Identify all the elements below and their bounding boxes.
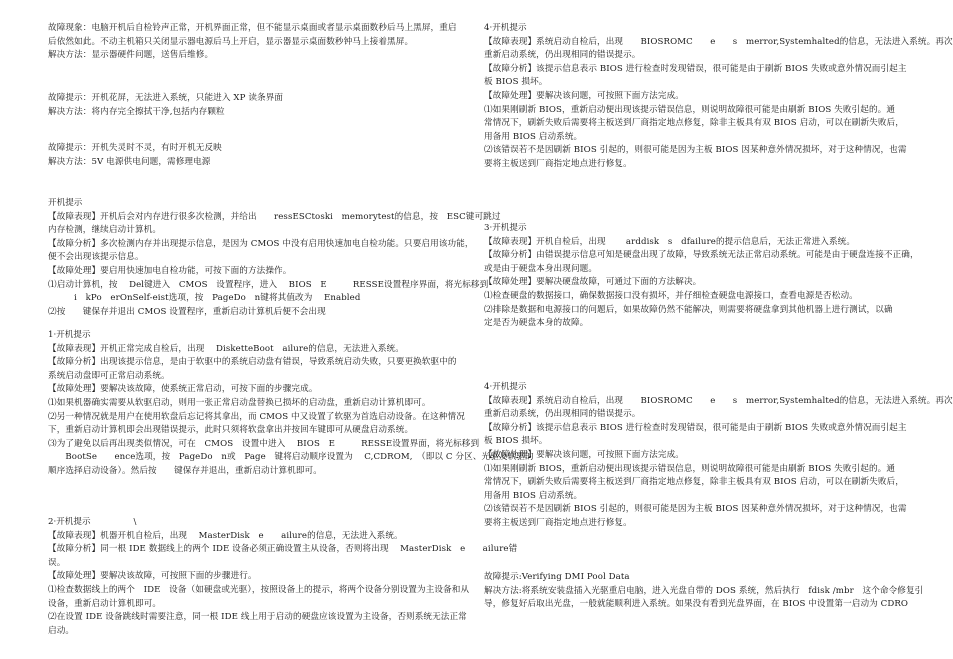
text-line: 【故障分析】同一根 IDE 数据线上的两个 IDE 设备必须正确设置主从设备，否则将出现 MasterDisk e ailure错	[48, 544, 518, 555]
text-line: 用备用 BIOS 启动系统。	[484, 490, 583, 501]
text-line: 【故障表现】开机自检后，出现 arddisk s dfailure的提示信息后，无法正常进入系统。	[484, 236, 856, 247]
section-heading: 开机提示	[48, 198, 83, 208]
text-line: BootSe ence选项，按 PageDo n或 Page 键将启动顺序设置为 C,CDROM, （即以 C 分区、光驱及软驱的	[48, 452, 534, 463]
text-line: 【故障处理】要解决该问题，可按照下面方法完成。	[484, 449, 684, 460]
text-line: 误。	[48, 557, 66, 568]
text-line: ⑴如果刚刷新 BIOS，重新启动便出现该提示错误信息，则说明故障很可能是由刷新 BIOS 失败引起的。通	[484, 463, 896, 474]
text-line: 后依然如此。不动主机箱只关闭显示器电源后马上开启，显示器显示桌面数秒钟马上接着黑屏。	[48, 36, 414, 47]
text-line: 【故障分析】该提示信息表示 BIOS 进行检查时发现错误，很可能是由于刷新 BIOS 失败或意外情况而引起主	[484, 422, 907, 433]
text-line: 【故障表现】机器开机自检后，出现 MasterDisk e ailure的信息，无法进入系统。	[48, 530, 403, 541]
text-line: 【故障处理】要解决该故障，使系统正常启动，可按下面的步骤完成。	[48, 384, 318, 395]
text-line: 内存检测，继续启动计算机。	[48, 225, 162, 236]
text-line: 故障提示:Verifying DMI Pool Data	[484, 572, 630, 582]
text-line: 【故障表现】开机正常完成自检后，出现 DisketteBoot ailure的信息，无法进入系统。	[48, 343, 404, 354]
text-line: 要将主板送到厂商指定地点进行修复。	[484, 158, 632, 169]
text-line: ⑴启动计算机，按 Del键进入 CMOS 设置程序，进入 BIOS E RESSE设置程序界面，将光标移到	[48, 279, 489, 290]
section-hard-disk	[484, 222, 919, 331]
text-line: 【故障表现】系统启动自检后，出现 BIOSROMC e s merror,Systemhalted的信息，无法进入系统。再次	[484, 395, 953, 406]
text-line: 【故障处理】要启用快速加电自检功能，可按下面的方法操作。	[48, 265, 292, 276]
text-line: 启动。	[48, 625, 75, 636]
section-bios-checksum	[484, 22, 953, 172]
text-line: 下，重新启动计算机即会出现错误提示，此时只须将软盘拿出并按回车键即可从硬盘启动系统。	[48, 425, 414, 436]
text-line: 解决方法:将系统安装盘插入光驱重启电脑，进入光盘自带的 DOS 系统，然后执行 fdisk /mbr 这个命令修复引	[484, 585, 924, 596]
text-line: ⑴检查数据线上的两个 IDE 设备（如硬盘或光驱），按照设备上的提示，将两个设备分别设置为主设备和从	[48, 584, 470, 595]
text-line: ⑵排除是数据和电源接口的问题后，如果故障仍然不能解决，则需要将硬盘拿到其他机器上进行测试，以确	[484, 304, 893, 315]
text-line: 重新启动系统，仍出现相同的错误提示。	[484, 50, 641, 61]
text-line: ⑵按 键保存并退出 CMOS 设置程序，重新启动计算机后便不会出现	[48, 306, 326, 317]
text-line: 故障现象：电脑开机后自检铃声正常，开机界面正常，但不能显示桌面或者显示桌面数秒后马上黑屏，重启	[48, 23, 457, 33]
text-line: 顺序选择启动设备）。然后按 键保存并退出，重新启动计算机即可。	[48, 465, 322, 476]
text-line: 常情况下，刷新失败后需要将主板送到厂商指定地点修复，除非主板具有双 BIOS 启动，可以在刷新失败后，	[484, 118, 904, 129]
text-line: ⑶为了避免以后再出现类似情况，可在 CMOS 设置中进入 BIOS E RESSE设置界面，将光标移到	[48, 438, 480, 449]
text-line: 用备用 BIOS 启动系统。	[484, 131, 583, 142]
text-line: 常情况下，刷新失败后需要将主板送到厂商指定地点修复，除非主板具有双 BIOS 启动，可以在刷新失败后，	[484, 477, 904, 488]
text-line: i kPo erOnSelf-eist选项，按 PageDo n键将其值改为 Enabled	[48, 293, 361, 304]
text-line: 【故障处理】要解决该问题，可按照下面方法完成。	[484, 90, 684, 101]
text-line: 【故障处理】要解决硬盘故障，可通过下面的方法解决。	[484, 277, 702, 288]
text-line: 板 BIOS 损坏。	[484, 77, 548, 88]
text-line: 或是由于硬盘本身出现问题。	[484, 263, 598, 274]
text-line: 【故障处理】要解决该故障，可按照下面的步骤进行。	[48, 571, 257, 582]
text-line: ⑴如果机器确实需要从软驱启动，则用一张正常启动盘替换已损坏的启动盘，重新启动计算机即可。	[48, 397, 431, 408]
text-line: 系统启动盘即可正常启动系统。	[48, 370, 170, 381]
section-dmi-pool	[484, 571, 924, 612]
section-heading: 2·开机提示 \	[48, 517, 137, 527]
text-line: ⑵在设置 IDE 设备跳线时需要注意，同一根 IDE 线上用于启动的硬盘应该设置为主设备，否则系统无法正常	[48, 612, 467, 623]
text-line: ⑴如果刚刷新 BIOS，重新启动便出现该提示错误信息，则说明故障很可能是由刷新 BIOS 失败引起的。通	[484, 104, 896, 115]
text-line: 设备，重新启动计算机即可。	[48, 598, 162, 609]
text-line: ⑴检查硬盘的数据接口，确保数据接口没有损坏，并仔细检查硬盘电源接口，查看电源是否松动。	[484, 290, 858, 301]
section-heading: 1·开机提示	[48, 330, 91, 340]
section-memory-test	[48, 197, 501, 319]
section-heading: 4·开机提示	[484, 23, 527, 33]
text-line: ⑵该错误若不是因刷新 BIOS 引起的，则很可能是因为主板 BIOS 因某种意外情况损坏，对于这种情况，也需	[484, 504, 907, 515]
text-line: 便不会出现该提示信息。	[48, 252, 144, 263]
text-line: 【故障表现】系统启动自检后，出现 BIOSROMC e s merror,Systemhalted的信息，无法进入系统。再次	[484, 36, 953, 47]
text-line: 【故障分析】该提示信息表示 BIOS 进行检查时发现错误，很可能是由于刷新 BIOS 失败或意外情况而引起主	[484, 63, 907, 74]
text-line: 要将主板送到厂商指定地点进行修复。	[484, 517, 632, 528]
text-line: 解决方法：显示器硬件问题，送售后维修。	[48, 50, 214, 61]
section-bios-checksum-repeat	[484, 381, 953, 531]
section-black-screen	[48, 22, 474, 63]
text-line: 板 BIOS 损坏。	[484, 436, 548, 447]
section-screen-artifacts	[48, 92, 474, 119]
text-line: 导，修复好后取出光盘，一般就能顺利进入系统。如果没有看到光盘界面，在 BIOS 中设置第一启动为 CDRO	[484, 599, 909, 610]
text-line: 定是否为硬盘本身的故障。	[484, 318, 589, 329]
text-line: 故障提示：开机花屏，无法进入系统，只能进入 XP 读条界面	[48, 93, 284, 103]
text-line: ⑵该错误若不是因刷新 BIOS 引起的，则很可能是因为主板 BIOS 因某种意外情况损坏，对于这种情况，也需	[484, 145, 907, 156]
text-line: 【故障分析】出现该提示信息，是由于软驱中的系统启动盘有错误，导致系统启动失败，只要更换软驱中的	[48, 357, 457, 368]
text-line: ⑵另一种情况就是用户在使用软盘后忘记将其拿出，而 CMOS 中又设置了软驱为首选启动设备。在这种情况	[48, 411, 465, 422]
text-line: 【故障分析】由错误提示信息可知是硬盘出现了故障，导致系统无法正常启动系统。可能是由于硬盘连接不正确，	[484, 250, 919, 261]
section-heading: 4·开机提示	[484, 382, 527, 392]
section-power-failure	[48, 142, 474, 169]
text-line: 解决方法：5V 电源供电问题，需修理电源	[48, 156, 211, 167]
text-line: 【故障分析】多次检测内存并出现提示信息，是因为 CMOS 中没有启用快速加电自检功能。只要启用该功能，	[48, 238, 474, 249]
text-line: 【故障表现】开机后会对内存进行很多次检测，并给出 ressESCtoski memorytest的信息，按 ESC键可跳过	[48, 211, 501, 222]
text-line: 重新启动系统，仍出现相同的错误提示。	[484, 409, 641, 420]
text-line: 解决方法：将内存完全擦拭干净,包括内存颗粒	[48, 106, 225, 117]
section-heading: 3·开机提示	[484, 223, 527, 233]
text-line: 故障提示：开机失灵时不灵，有时开机无反映	[48, 143, 222, 153]
section-master-disk	[48, 516, 518, 638]
